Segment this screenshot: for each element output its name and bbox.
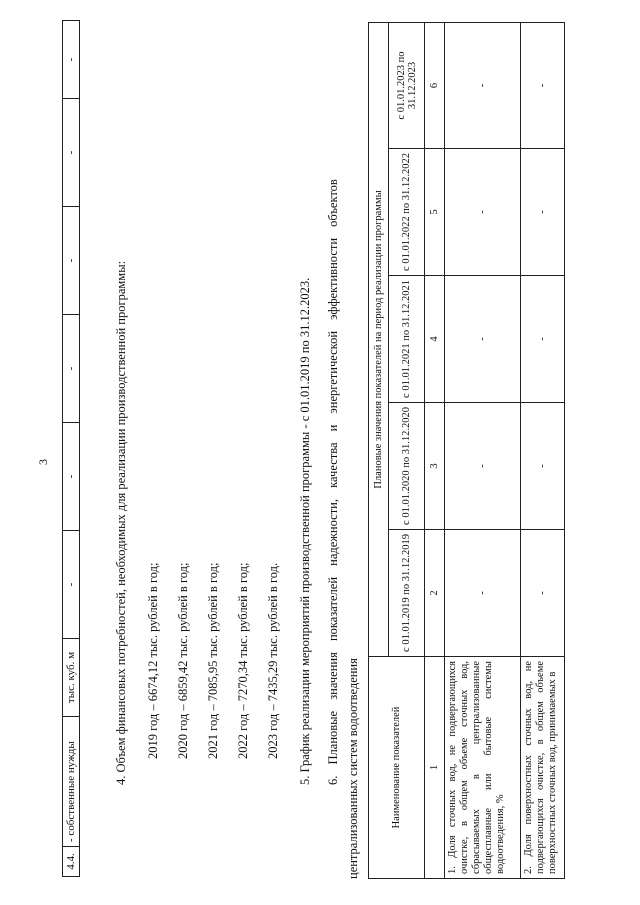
column-number: 3 xyxy=(425,403,445,530)
table-cell: - xyxy=(521,276,565,403)
table-cell: - xyxy=(445,149,521,276)
table-row xyxy=(63,21,80,877)
row-name: - собственные нужды xyxy=(63,717,80,847)
group-header: Плановые значения показателей на период реализации программы xyxy=(369,22,389,656)
table-row xyxy=(445,22,521,878)
indicators-table xyxy=(368,22,565,879)
period-header: с 01.01.2021 по 31.12.2021 xyxy=(389,276,425,403)
table-cell: - xyxy=(63,423,80,531)
column-number: 1 xyxy=(425,657,445,879)
table-cell: - xyxy=(445,530,521,657)
section5-text: 5. График реализации мероприятий производственной программы - с 01.01.2019 по 31.12.2023. xyxy=(298,277,312,785)
table-row xyxy=(521,22,565,878)
table-cell: - xyxy=(521,149,565,276)
page-number: 3 xyxy=(36,459,50,465)
year-line: 2022 год – 7270,34 тыс. рублей в год; xyxy=(236,562,250,759)
section6-line2: централизованных систем водоотведения xyxy=(346,658,360,879)
section4-heading: 4. Объем финансовых потребностей, необходимых для реализации производственной программы: xyxy=(114,260,128,785)
table-header-row xyxy=(369,22,389,878)
table-cell: - xyxy=(445,22,521,148)
table-cell: - xyxy=(63,315,80,423)
column-number-row xyxy=(425,22,445,878)
column-number: 4 xyxy=(425,276,445,403)
year-line: 2021 год – 7085,95 тыс. рублей в год; xyxy=(206,562,220,759)
strip-table xyxy=(62,20,80,877)
row-unit: тыс. куб. м xyxy=(63,639,80,717)
period-header: с 01.01.2019 по 31.12.2019 xyxy=(389,530,425,657)
period-header: с 01.01.2022 по 31.12.2022 xyxy=(389,149,425,276)
year-line: 2020 год – 6859,42 тыс. рублей в год; xyxy=(176,562,190,759)
indicator-name: 2. Доля поверхностных сточных вод, не подвергающихся очистке, в общем объеме поверхностных сточных вод, принимаемых в xyxy=(521,657,565,879)
column-number: 6 xyxy=(425,22,445,148)
year-line: 2023 год – 7435,29 тыс. рублей в год. xyxy=(266,562,280,759)
period-header: с 01.01.2020 по 31.12.2020 xyxy=(389,403,425,530)
table-cell: - xyxy=(521,22,565,148)
table-cell: - xyxy=(521,530,565,657)
period-header: с 01.01.2023 по 31.12.2023 xyxy=(389,22,425,148)
table-cell: - xyxy=(445,276,521,403)
row-number: 4.4. xyxy=(63,847,80,877)
section6-line1: 6. Плановые значения показателей надежности, качества и энергетической эффективности объектов xyxy=(326,179,340,785)
column-header-name: Наименование показателей xyxy=(369,657,425,879)
column-number: 5 xyxy=(425,149,445,276)
year-line: 2019 год – 6674,12 тыс. рублей в год; xyxy=(146,562,160,759)
table-cell: - xyxy=(63,21,80,99)
indicator-name: 1. Доля сточных вод, не подвергающихся очистке, в общем объеме сточных вод, сбрасываемых в централизованные общесплавные или бытовые системы водоотведения, % xyxy=(445,657,521,879)
table-cell: - xyxy=(63,99,80,207)
table-cell: - xyxy=(445,403,521,530)
table-cell: - xyxy=(63,207,80,315)
table-cell: - xyxy=(63,531,80,639)
column-number: 2 xyxy=(425,530,445,657)
table-cell: - xyxy=(521,403,565,530)
